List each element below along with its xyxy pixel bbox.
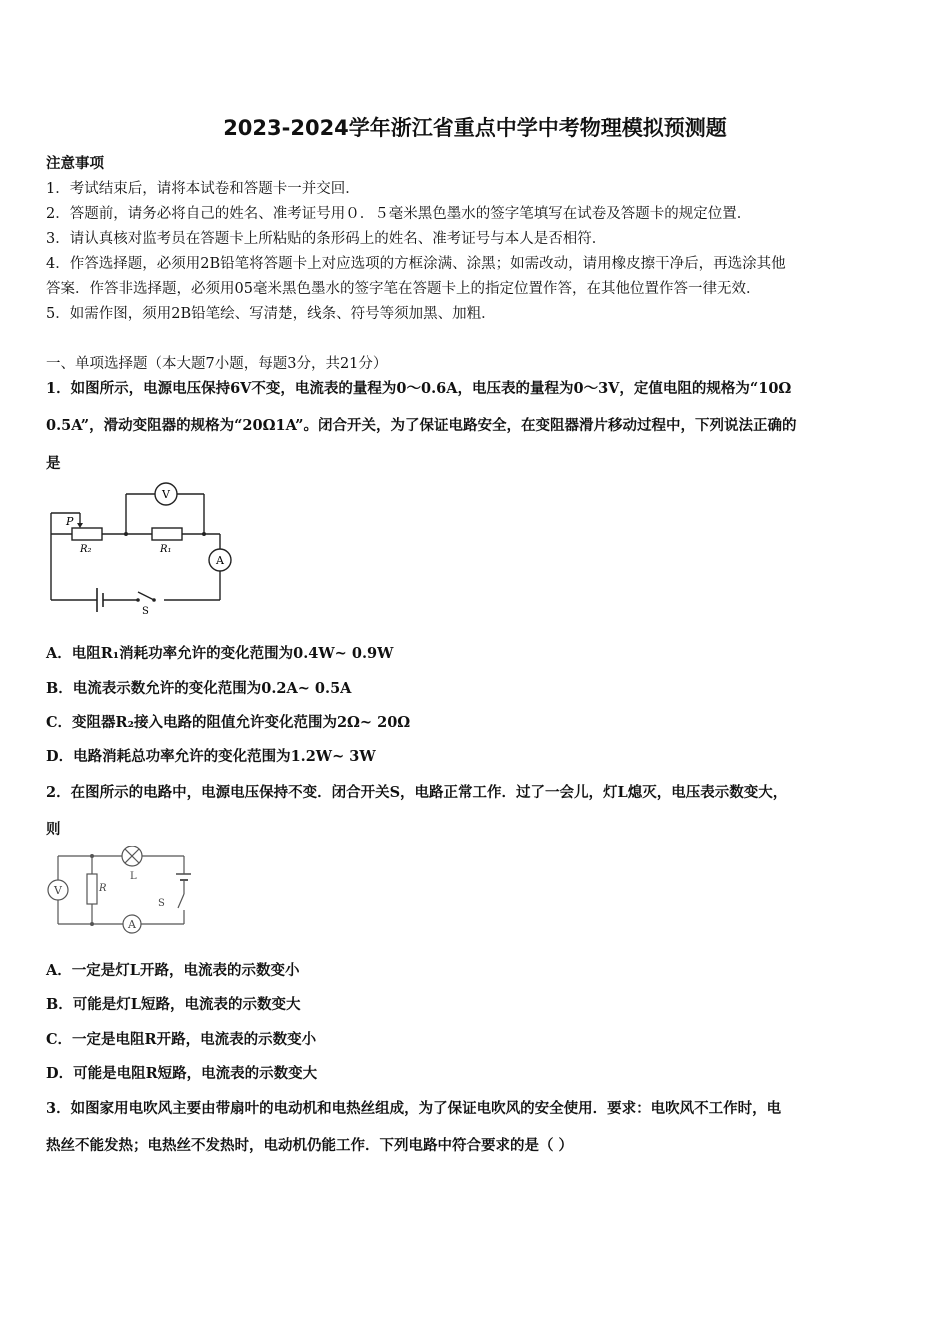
voltmeter-label: V [162, 488, 170, 501]
notice-item: 1．考试结束后，请将本试卷和答题卡一并交回． [46, 181, 360, 197]
voltmeter-label: V [54, 884, 62, 897]
notice-item: 3．请认真核对监考员在答题卡上所粘贴的条形码上的姓名、准考证号与本人是否相符． [46, 231, 607, 247]
notice-item: 2．答题前，请务必将自己的姓名、准考证号用０．５毫米黑色墨水的签字笔填写在试卷及答题卡的规定位置． [46, 206, 752, 222]
lamp-label: L [130, 871, 137, 882]
q1-stem: 0.5A”，滑动变阻器的规格为“20Ω1A”。闭合开关，为了保证电路安全，在变阻器滑片移动过程中，下列说法正确的 [46, 417, 797, 434]
q2-option-d: D．可能是电阻R短路，电流表的示数变大 [46, 1065, 318, 1082]
page-title: 2023-2024学年浙江省重点中学中考物理模拟预测题 [223, 116, 727, 140]
r1-label: R₁ [160, 544, 172, 555]
r2-label: R₂ [80, 544, 92, 555]
switch-label: S [158, 898, 165, 909]
ammeter-label: A [128, 918, 136, 931]
switch-label: S [142, 606, 149, 615]
q2-option-b: B．可能是灯L短路，电流表的示数变大 [46, 996, 301, 1013]
section-heading: 一、单项选择题（本大题7小题，每题3分，共21分） [46, 356, 388, 372]
q1-stem: 是 [46, 455, 61, 472]
ammeter-label: A [216, 554, 224, 567]
notice-item: 5．如需作图，须用2B铅笔绘、写清楚，线条、符号等须加黑、加粗． [46, 306, 496, 322]
notice-heading: 注意事项 [46, 155, 104, 172]
q2-circuit-diagram [46, 846, 191, 934]
q3-stem: 热丝不能发热；电热丝不发热时，电动机仍能工作．下列电路中符合要求的是（ ） [46, 1137, 574, 1154]
q2-option-c: C．一定是电阻R开路，电流表的示数变小 [46, 1031, 317, 1048]
q3-stem: 3．如图家用电吹风主要由带扇叶的电动机和电热丝组成，为了保证电吹风的安全使用．要求：电吹风不工作时，电 [46, 1100, 782, 1117]
q1-option-c: C．变阻器R₂接入电路的阻值允许变化范围为2Ω~ 20Ω [46, 714, 411, 731]
q2-stem: 2．在图所示的电路中，电源电压保持不变．闭合开关S，电路正常工作．过了一会儿，灯L熄灭，电压表示数变大， [46, 784, 788, 801]
q1-stem: 1．如图所示，电源电压保持6V不变，电流表的量程为0～0.6A，电压表的量程为0～3V，定值电阻的规格为“10Ω [46, 380, 792, 397]
slider-label: P [66, 515, 74, 528]
q2-stem: 则 [46, 821, 61, 838]
q1-option-b: B．电流表示数允许的变化范围为0.2A~ 0.5A [46, 680, 352, 697]
q1-option-d: D．电路消耗总功率允许的变化范围为1.2W~ 3W [46, 748, 376, 765]
q2-option-a: A．一定是灯L开路，电流表的示数变小 [46, 962, 300, 979]
notice-item: 答案．作答非选择题，必须用05毫米黑色墨水的签字笔在答题卡上的指定位置作答，在其他位置作答一律无效． [46, 281, 761, 297]
notice-item: 4．作答选择题，必须用2B铅笔将答题卡上对应选项的方框涂满、涂黑；如需改动，请用橡皮擦干净后，再选涂其他 [46, 256, 786, 272]
resistor-label: R [99, 883, 107, 894]
q1-option-a: A．电阻R₁消耗功率允许的变化范围为0.4W~ 0.9W [46, 645, 394, 662]
q1-circuit-diagram [46, 480, 236, 615]
